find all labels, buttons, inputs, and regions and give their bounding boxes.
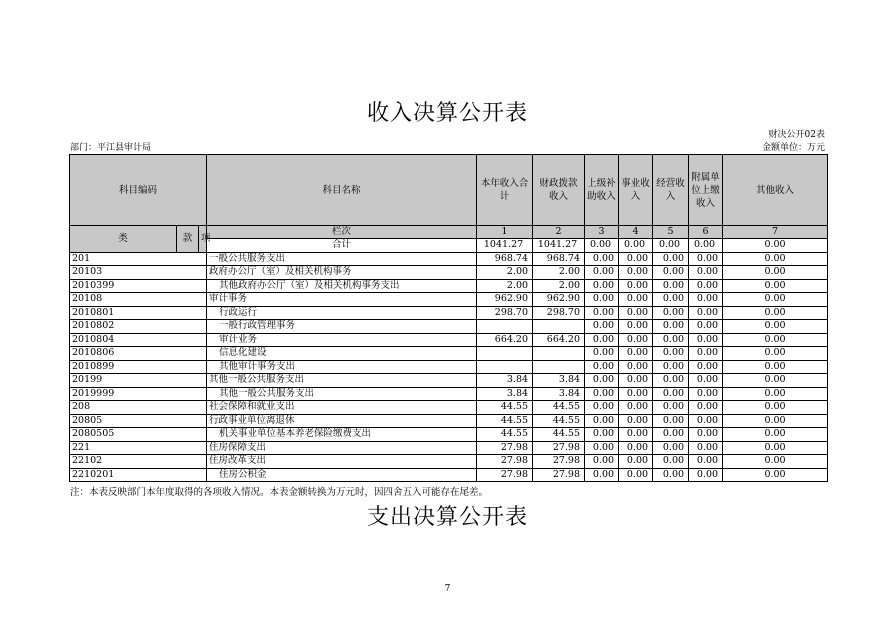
table-row [70,306,828,320]
row-value: 0.00 [653,360,689,374]
row-code: 2210201 [70,468,207,482]
row-name: 审计业务 [207,333,477,347]
row-value: 27.98 [533,455,585,469]
row-value: 0.00 [585,266,619,280]
row-code: 201 [70,252,207,266]
row-value: 0.00 [585,347,619,361]
row-value: 0.00 [619,293,653,307]
row-name: 行政事业单位离退休 [207,414,477,428]
table-row [70,374,828,388]
row-value: 0.00 [723,266,828,280]
row-value: 3.84 [477,387,533,401]
table-row [70,360,828,374]
row-value: 0.00 [653,374,689,388]
header-code: 科目编码 [70,155,207,226]
row-value: 0.00 [585,455,619,469]
row-value: 0.00 [689,468,723,482]
row-value: 44.55 [533,401,585,415]
row-value: 0.00 [689,455,723,469]
row-value [477,320,533,334]
row-value: 0.00 [653,320,689,334]
row-value: 0.00 [619,333,653,347]
col-index: 4 [619,226,653,239]
row-value: 0.00 [723,401,828,415]
row-name: 其他审计事务支出 [207,360,477,374]
row-code: 2010806 [70,347,207,361]
row-value: 0.00 [653,333,689,347]
row-name: 审计事务 [207,293,477,307]
row-value: 0.00 [619,387,653,401]
total-label: 合计 [207,239,477,253]
row-value: 0.00 [689,360,723,374]
row-name: 行政运行 [207,306,477,320]
row-value: 0.00 [689,414,723,428]
row-value: 0.00 [689,333,723,347]
row-name: 一般行政管理事务 [207,320,477,334]
table-row [70,468,828,482]
row-value: 0.00 [619,279,653,293]
row-value: 298.70 [477,306,533,320]
row-value: 2.00 [533,279,585,293]
row-value: 0.00 [653,266,689,280]
row-value: 0.00 [619,306,653,320]
table-row [70,293,828,307]
header-col3: 上级补助收入 [585,155,619,226]
table-row [70,266,828,280]
row-code: 22102 [70,455,207,469]
page-number: 7 [444,584,451,594]
row-code: 2010399 [70,279,207,293]
col-index: 6 [689,226,723,239]
row-code: 2010802 [70,320,207,334]
header-col7: 其他收入 [723,155,828,226]
row-name: 其他一般公共服务支出 [207,387,477,401]
row-code: 208 [70,401,207,415]
row-value: 0.00 [689,279,723,293]
row-value: 0.00 [689,387,723,401]
row-value: 3.84 [533,387,585,401]
col-index: 5 [653,226,689,239]
row-value: 0.00 [653,279,689,293]
row-value: 0.00 [723,306,828,320]
row-value: 0.00 [585,306,619,320]
row-value: 27.98 [533,468,585,482]
header-col2: 财政拨款收入 [533,155,585,226]
table-row [70,252,828,266]
row-name: 机关事业单位基本养老保险缴费支出 [207,428,477,442]
row-value: 3.84 [533,374,585,388]
income-table [69,154,828,482]
row-value: 0.00 [585,360,619,374]
row-code: 2010899 [70,360,207,374]
row-value: 664.20 [477,333,533,347]
header-col5: 经营收入 [653,155,689,226]
row-code: 2019999 [70,387,207,401]
row-value: 0.00 [653,455,689,469]
row-value: 44.55 [477,401,533,415]
row-value: 0.00 [619,401,653,415]
total-value: 0.00 [723,239,828,253]
row-value: 0.00 [653,441,689,455]
row-value: 968.74 [533,252,585,266]
row-value: 0.00 [619,374,653,388]
row-value: 2.00 [533,266,585,280]
row-value: 0.00 [723,293,828,307]
row-value: 27.98 [533,441,585,455]
row-code: 2080505 [70,428,207,442]
row-name: 政府办公厅（室）及相关机构事务 [207,266,477,280]
total-value: 0.00 [689,239,723,253]
row-code: 20108 [70,293,207,307]
row-value: 44.55 [533,428,585,442]
row-value [533,347,585,361]
row-value: 27.98 [477,455,533,469]
row-name: 其他一般公共服务支出 [207,374,477,388]
row-value: 2.00 [477,279,533,293]
table-row [70,401,828,415]
row-value: 0.00 [689,266,723,280]
row-value: 0.00 [723,455,828,469]
header-col6: 附属单位上缴收入 [689,155,723,226]
row-value: 0.00 [723,347,828,361]
row-value: 962.90 [477,293,533,307]
row-value: 0.00 [619,414,653,428]
total-value: 1041.27 [477,239,533,253]
header-xiang: 项 [199,226,207,253]
table-row [70,414,828,428]
table-row [70,279,828,293]
row-value: 3.84 [477,374,533,388]
row-value: 0.00 [585,414,619,428]
row-value: 0.00 [619,320,653,334]
row-value: 0.00 [585,374,619,388]
row-value: 0.00 [619,441,653,455]
row-value [533,320,585,334]
row-value: 44.55 [533,414,585,428]
row-value: 0.00 [723,428,828,442]
row-code: 2010804 [70,333,207,347]
department-label: 部门：平江县审计局 [70,143,152,153]
row-value: 664.20 [533,333,585,347]
header-col4: 事业收入 [619,155,653,226]
row-value: 0.00 [723,333,828,347]
form-code: 财决公开02表 [768,130,825,140]
row-value: 0.00 [723,252,828,266]
row-value: 0.00 [585,387,619,401]
row-value: 0.00 [653,306,689,320]
row-value: 0.00 [585,279,619,293]
row-value: 0.00 [619,468,653,482]
row-code: 20103 [70,266,207,280]
row-value: 0.00 [585,428,619,442]
row-value: 962.90 [533,293,585,307]
row-value: 0.00 [619,455,653,469]
row-name: 一般公共服务支出 [207,252,477,266]
row-value: 0.00 [689,293,723,307]
row-value: 0.00 [619,266,653,280]
row-value: 2.00 [477,266,533,280]
row-value: 0.00 [585,441,619,455]
next-section-title: 支出决算公开表 [366,505,528,530]
table-row [70,333,828,347]
row-value: 44.55 [477,414,533,428]
header-col1: 本年收入合计 [477,155,533,226]
row-value: 27.98 [477,468,533,482]
row-code: 2010801 [70,306,207,320]
total-value: 1041.27 [533,239,585,253]
row-value: 0.00 [653,252,689,266]
row-value: 0.00 [619,347,653,361]
row-name: 其他政府办公厅（室）及相关机构事务支出 [207,279,477,293]
col-index: 2 [533,226,585,239]
row-value: 0.00 [723,468,828,482]
row-value: 0.00 [723,374,828,388]
row-code: 20199 [70,374,207,388]
row-value: 0.00 [689,428,723,442]
page-title: 收入决算公开表 [366,101,528,126]
table-row [70,428,828,442]
row-value: 0.00 [653,414,689,428]
col-index: 1 [477,226,533,239]
row-name: 住房保障支出 [207,441,477,455]
header-name: 科目名称 [207,155,477,226]
row-value: 0.00 [689,252,723,266]
row-value: 0.00 [619,252,653,266]
unit-label: 金额单位：万元 [761,143,825,153]
total-value: 0.00 [619,239,653,253]
footnote: 注：本表反映部门本年度取得的各项收入情况。本表金额转换为万元时，因四舍五入可能存在尾差。 [70,487,489,498]
row-value: 0.00 [585,320,619,334]
row-value: 0.00 [723,279,828,293]
row-value: 0.00 [585,401,619,415]
col-index: 3 [585,226,619,239]
row-name: 信息化建设 [207,347,477,361]
row-name: 住房公积金 [207,468,477,482]
row-value: 298.70 [533,306,585,320]
row-value: 27.98 [477,441,533,455]
row-value: 0.00 [619,428,653,442]
row-value: 0.00 [689,347,723,361]
row-value: 0.00 [585,252,619,266]
row-value: 0.00 [619,360,653,374]
table-row [70,320,828,334]
row-value: 0.00 [653,468,689,482]
header-lanci: 栏次 [207,226,477,239]
row-value: 0.00 [689,441,723,455]
row-value: 0.00 [723,320,828,334]
total-value: 0.00 [585,239,619,253]
row-value: 0.00 [653,347,689,361]
row-value: 0.00 [689,374,723,388]
table-row [70,347,828,361]
table-row [70,387,828,401]
total-value: 0.00 [653,239,689,253]
header-kuan: 款 [177,226,199,253]
row-value: 0.00 [689,306,723,320]
row-value: 0.00 [723,441,828,455]
row-value: 0.00 [723,414,828,428]
row-name: 住房改革支出 [207,455,477,469]
row-value: 0.00 [723,360,828,374]
table-body [70,252,828,482]
col-index: 7 [723,226,828,239]
header-lei: 类 [70,226,177,253]
table-row [70,455,828,469]
row-value: 968.74 [477,252,533,266]
row-value: 0.00 [653,401,689,415]
row-value: 0.00 [585,333,619,347]
row-value: 0.00 [653,293,689,307]
row-name: 社会保障和就业支出 [207,401,477,415]
row-value: 0.00 [653,428,689,442]
row-value: 0.00 [689,320,723,334]
row-value: 0.00 [689,401,723,415]
row-value: 0.00 [723,387,828,401]
row-value [477,360,533,374]
row-code: 221 [70,441,207,455]
row-code: 20805 [70,414,207,428]
row-value [533,360,585,374]
row-value: 0.00 [585,293,619,307]
row-value: 0.00 [585,468,619,482]
row-value: 44.55 [477,428,533,442]
table-row [70,441,828,455]
row-value [477,347,533,361]
row-value: 0.00 [653,387,689,401]
